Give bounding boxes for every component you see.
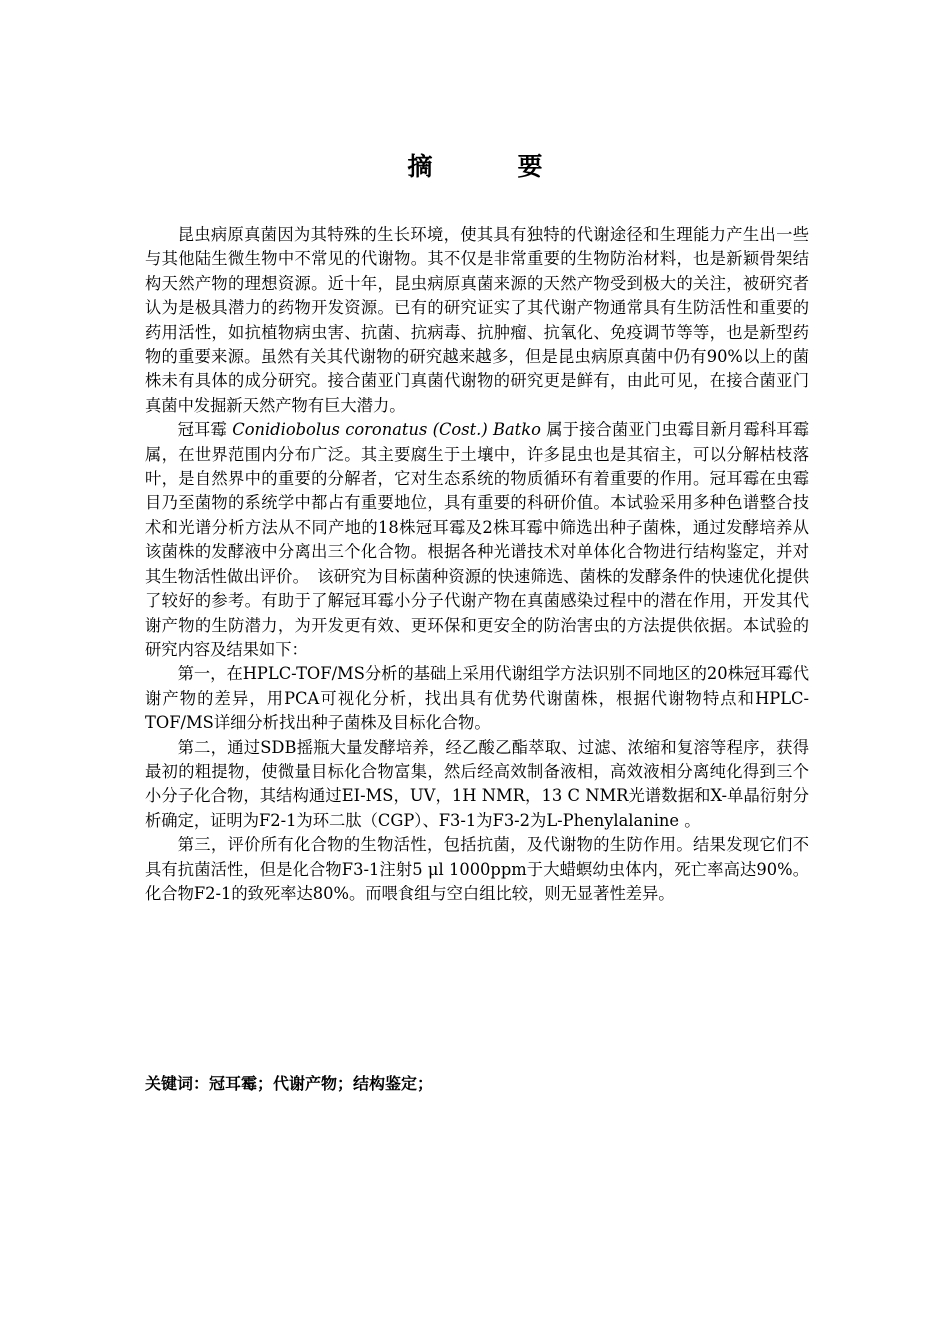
paragraph-third: 第三，评价所有化合物的生物活性，包括抗菌，及代谢物的生防作用。结果发现它们不具有抗菌活性，但是化合物F3-1注射5 μl 1000ppm于大蜡螟幼虫体内，死亡率高达90%。化合物F2-1的致死率达80%。而喂食组与空白组比较，则无显著性差异。 (145, 835, 809, 903)
species-name: Conidiobolus coronatus (Cost.) Batko (232, 420, 541, 440)
species-description: 属于接合菌亚门虫霉目新月霉科耳霉属，在世界范围内分布广泛。其主要腐生于土壤中，许多昆虫也是其宿主，可以分解枯枝落叶，是自然界中的重要的分解者，它对生态系统的物质循环有着重要的作用。冠耳霉在虫霉目乃至菌物的系统学中都占有重要地位，具有重要的科研价值。本试验采用多种色谱整合技术和光谱分析方法从不同产地的18株冠耳霉及2株耳霉中筛选出种子菌株，通过发酵培养从该菌株的发酵液中分离出三个化合物。根据各种光谱技术对单体化合物进行结构鉴定，并对其生物活性做出评价。 该研究为目标菌种资源的快速筛选、菌株的发酵条件的快速优化提供了较好的参考。有助于了解冠耳霉小分子代谢产物在真菌感染过程中的潜在作用，开发其代谢产物的生防潜力，为开发更有效、更环保和更安全的防治害虫的方法提供依据。本试验的研究内容及结果如下： (145, 420, 809, 659)
paragraph-intro: 昆虫病原真菌因为其特殊的生长环境，使其具有独特的代谢途径和生理能力产生出一些与其他陆生微生物中不常见的代谢物。其不仅是非常重要的生物防治材料，也是新颖骨架结构天然产物的理想资源。近十年，昆虫病原真菌来源的天然产物受到极大的关注，被研究者认为是极具潜力的药物开发资源。已有的研究证实了其代谢产物通常具有生防活性和重要的药用活性，如抗植物病虫害、抗菌、抗病毒、抗肿瘤、抗氧化、免疫调节等等，也是新型药物的重要来源。虽然有关其代谢物的研究越来越多，但是昆虫病原真菌中仍有90%以上的菌株未有具体的成分研究。接合菌亚门真菌代谢物的研究更是鲜有，由此可见，在接合菌亚门真菌中发掘新天然产物有巨大潜力。 (145, 225, 809, 415)
abstract-body (145, 223, 809, 906)
paragraph-first: 第一，在HPLC-TOF/MS分析的基础上采用代谢组学方法识别不同地区的20株冠耳霉代谢产物的差异，用PCA可视化分析，找出具有优势代谢菌株，根据代谢物特点和HPLC-TOF/MS详细分析找出种子菌株及目标化合物。 (145, 664, 809, 733)
page-title: 摘 要 (407, 152, 573, 181)
paragraph-second: 第二，通过SDB摇瓶大量发酵培养，经乙酸乙酯萃取、过滤、浓缩和复溶等程序，获得最初的粗提物，使微量目标化合物富集，然后经高效制备液相，高效液相分离纯化得到三个小分子化合物，其结构通过EI-MS，UV，1H NMR，13 C NMR光谱数据和X-单晶衍射分析确定，证明为F2-1为环二肽（CGP）、F3-1为F3-2为L-Phenylalanine 。 (145, 737, 809, 830)
paragraph-species (145, 418, 809, 662)
species-prefix: 冠耳霉 (177, 420, 233, 440)
keywords-line: 关键词：冠耳霉；代谢产物；结构鉴定； (145, 1074, 434, 1093)
